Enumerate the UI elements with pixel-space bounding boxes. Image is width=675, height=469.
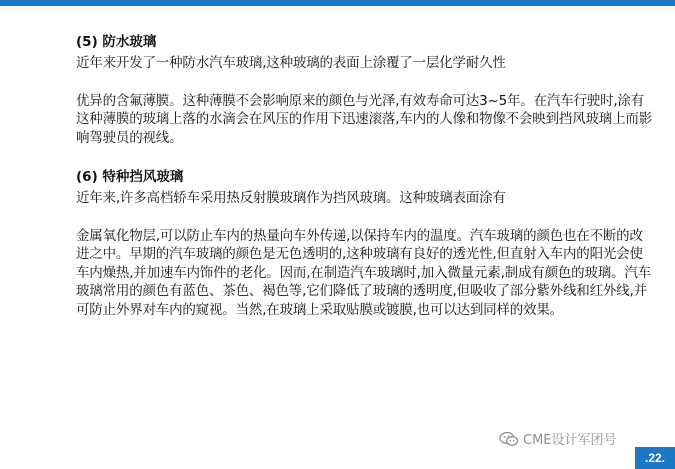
section-heading: (6) 特种挡风玻璃	[76, 169, 184, 185]
top-accent-bar	[0, 0, 675, 6]
wechat-icon	[499, 431, 519, 447]
page-number: .22.	[644, 451, 665, 465]
section-heading: (5) 防水玻璃	[76, 34, 157, 50]
watermark-text: CME设计军团号	[523, 433, 617, 448]
wechat-watermark	[499, 429, 617, 448]
section-special-windshield	[76, 168, 656, 319]
section-lead-paragraph: 近年来,许多高档轿车采用热反射膜玻璃作为挡风玻璃。这种玻璃表面涂有	[76, 190, 506, 206]
section-lead-paragraph: 近年来开发了一种防水汽车玻璃,这种玻璃的表面上涂覆了一层化学耐久性	[76, 55, 506, 71]
section-waterproof-glass	[76, 33, 656, 147]
page-content	[76, 33, 656, 319]
page-number-tab	[635, 447, 675, 469]
section-body-paragraph: 优异的含氟薄膜。这种薄膜不会影响原来的颜色与光泽,有效寿命可达3~5年。在汽车行驶时,涂有这种薄膜的玻璃上落的水滴会在风压的作用下迅速滚落,车内的人像和物像不会映到挡风玻璃上而影响驾驶员的视线。	[76, 92, 652, 146]
section-body-paragraph: 金属氧化物层,可以防止车内的热量向车外传递,以保持车内的温度。汽车玻璃的颜色也在不断的改进之中。早期的汽车玻璃的颜色是无色透明的,这种玻璃有良好的透光性,但直射入车内的阳光会使车内燥热,并加速车内饰件的老化。因而,在制造汽车玻璃时,加入微量元素,制成有颜色的玻璃。汽车玻璃常用的颜色有蓝色、茶色、褐色等,它们降低了玻璃的透明度,但吸收了部分紫外线和红外线,并可防止外界对车内的窥视。当然,在玻璃上采取贴膜或镀膜,也可以达到同样的效果。	[76, 227, 651, 318]
